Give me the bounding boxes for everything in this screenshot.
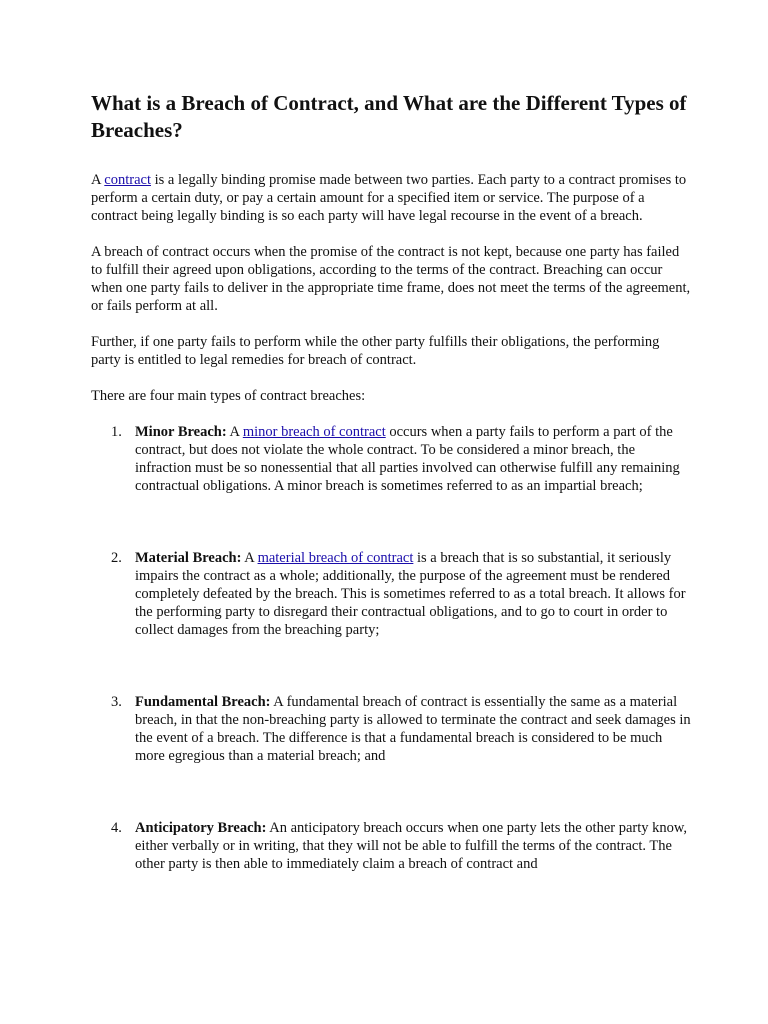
breach-label: Anticipatory Breach: [135,820,267,836]
list-item-minor-breach: 1. Minor Breach: A minor breach of contract occurs when a party fails to perform a part of the contract, but does not violate the whole contract. To be considered a minor breach, the infraction must be so nonessential that all parties involved can otherwise fulfill any remaining contractual obligations. A minor breach is sometimes referred to as an impartial breach; [111,424,680,494]
contract-link[interactable]: contract [104,172,151,188]
breach-label: Minor Breach: [135,424,227,440]
list-number: 3. [111,694,122,710]
breach-label: Material Breach: [135,550,242,566]
intro-paragraph: A contract is a legally binding promise made between two parties. Each party to a contract promises to perform a certain duty, or pay a certain amount for a specified item or service. The purpose of a contract being legally binding is so each party will have legal recourse in the event of a breach. [91,172,687,224]
remedies-paragraph: Further, if one party fails to perform while the other party fulfills their obligations, the performing party is entitled to legal remedies for breach of contract. [91,334,660,368]
minor-breach-link[interactable]: minor breach of contract [242,424,386,440]
list-number: 2. [111,550,122,566]
list-item-anticipatory-breach: 4. Anticipatory Breach: An anticipatory breach occurs when one party lets the other party know, either verbally or in writing, that they will not be able to fulfill the terms of the contract. The other party is then able to immediately claim a breach of contract and [111,820,688,872]
breach-label: Fundamental Breach: [135,694,271,710]
document-page [91,90,691,927]
list-number: 4. [111,820,122,836]
breach-types-list [91,423,691,873]
list-item-material-breach: 2. Material Breach: A material breach of contract is a breach that is so substantial, it seriously impairs the contract as a whole; additionally, the purpose of the agreement must be rendered completely defeated by the breach. This is sometimes referred to as a total breach. It allows for the performing party to disregard their contractual obligations, and to go to court in order to collect damages from the breaching party; [111,550,686,638]
material-breach-link[interactable]: material breach of contract [257,550,414,566]
types-intro-paragraph: There are four main types of contract breaches: [91,388,366,404]
page-title: What is a Breach of Contract, and What are the Different Types of Breaches? [91,91,687,142]
list-number: 1. [111,424,122,440]
list-item-fundamental-breach: 3. Fundamental Breach: A fundamental breach of contract is essentially the same as a material breach, in that the non-breaching party is allowed to terminate the contract and seek damages in the event of a breach. The difference is that a fundamental breach is considered to be much more egregious than a material breach; and [111,694,691,764]
breach-definition-paragraph: A breach of contract occurs when the promise of the contract is not kept, because one party has failed to fulfill their agreed upon obligations, according to the terms of the contract. Breaching can occur when one party fails to deliver in the appropriate time frame, does not meet the terms of the agreement, or fails perform at all. [91,244,691,314]
